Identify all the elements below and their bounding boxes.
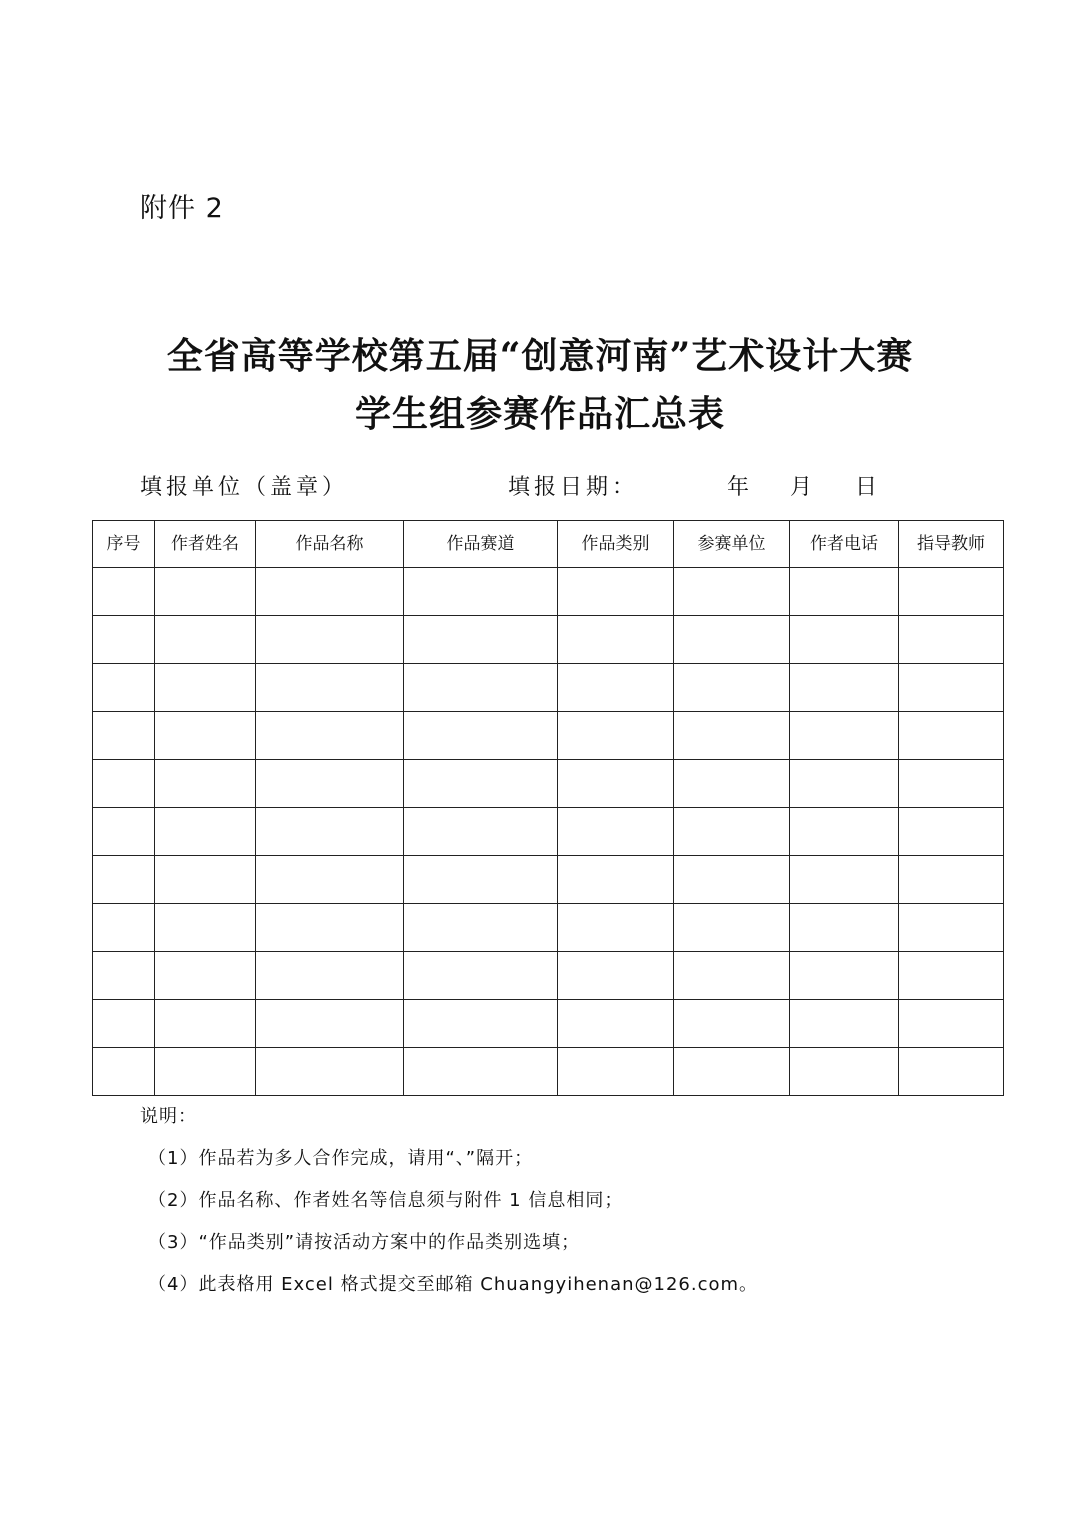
table-cell[interactable]	[558, 856, 674, 904]
table-cell[interactable]	[674, 808, 790, 856]
table-cell[interactable]	[404, 1048, 558, 1096]
table-cell[interactable]	[404, 904, 558, 952]
table-cell[interactable]	[256, 616, 404, 664]
table-cell[interactable]	[790, 712, 899, 760]
table-cell[interactable]	[558, 1000, 674, 1048]
table-row	[93, 760, 1004, 808]
table-cell[interactable]	[674, 1048, 790, 1096]
table-cell[interactable]	[899, 952, 1004, 1000]
table-cell[interactable]	[93, 856, 155, 904]
table-cell[interactable]	[256, 904, 404, 952]
table-cell[interactable]	[558, 664, 674, 712]
table-cell[interactable]	[899, 856, 1004, 904]
fill-year-label: 年	[727, 475, 754, 500]
table-cell[interactable]	[93, 664, 155, 712]
table-cell[interactable]	[674, 760, 790, 808]
column-header-work-track: 作品赛道	[404, 521, 558, 568]
table-cell[interactable]	[256, 568, 404, 616]
table-row	[93, 808, 1004, 856]
table-cell[interactable]	[899, 760, 1004, 808]
table-row	[93, 856, 1004, 904]
column-header-author-phone: 作者电话	[790, 521, 899, 568]
table-cell[interactable]	[256, 760, 404, 808]
document-title-line1: 全省高等学校第五届“创意河南”艺术设计大赛	[166, 335, 914, 377]
table-cell[interactable]	[155, 1000, 256, 1048]
table-row	[93, 1048, 1004, 1096]
fill-day-label: 日	[855, 475, 882, 500]
table-cell[interactable]	[674, 904, 790, 952]
table-cell[interactable]	[790, 616, 899, 664]
table-cell[interactable]	[155, 664, 256, 712]
table-row	[93, 1000, 1004, 1048]
table-cell[interactable]	[256, 664, 404, 712]
table-cell[interactable]	[404, 664, 558, 712]
table-cell[interactable]	[404, 568, 558, 616]
table-cell[interactable]	[155, 808, 256, 856]
table-header-row	[93, 521, 1004, 568]
summary-table	[92, 520, 1004, 1096]
table-cell[interactable]	[899, 712, 1004, 760]
fill-unit-label: 填报单位（盖章）	[140, 475, 349, 500]
table-cell[interactable]	[790, 856, 899, 904]
table-cell[interactable]	[404, 808, 558, 856]
table-row	[93, 952, 1004, 1000]
table-cell[interactable]	[674, 664, 790, 712]
note-item-3: （3）“作品类别”请按活动方案中的作品类别选填；	[148, 1232, 581, 1253]
table-cell[interactable]	[899, 1000, 1004, 1048]
table-row	[93, 712, 1004, 760]
table-row	[93, 568, 1004, 616]
table-cell[interactable]	[790, 1048, 899, 1096]
table-cell[interactable]	[790, 808, 899, 856]
note-item-2: （2）作品名称、作者姓名等信息须与附件 1 信息相同；	[148, 1190, 624, 1211]
table-cell[interactable]	[155, 616, 256, 664]
table-cell[interactable]	[899, 904, 1004, 952]
table-cell[interactable]	[558, 760, 674, 808]
notes-heading: 说明：	[140, 1106, 197, 1127]
note-item-1: （1）作品若为多人合作完成，请用“、”隔开；	[148, 1148, 534, 1169]
table-cell[interactable]	[558, 952, 674, 1000]
table-cell[interactable]	[558, 616, 674, 664]
column-header-entry-unit: 参赛单位	[674, 521, 790, 568]
note-item-4: （4）此表格用 Excel 格式提交至邮箱 Chuangyihenan@126.com。	[148, 1274, 759, 1295]
table-cell[interactable]	[404, 712, 558, 760]
table-cell[interactable]	[93, 760, 155, 808]
table-cell[interactable]	[790, 952, 899, 1000]
table-cell[interactable]	[790, 904, 899, 952]
table-cell[interactable]	[899, 568, 1004, 616]
table-cell[interactable]	[404, 1000, 558, 1048]
table-cell[interactable]	[790, 568, 899, 616]
table-cell[interactable]	[256, 1000, 404, 1048]
table-cell[interactable]	[155, 760, 256, 808]
table-cell[interactable]	[256, 856, 404, 904]
table-cell[interactable]	[899, 808, 1004, 856]
table-cell[interactable]	[155, 904, 256, 952]
column-header-serial: 序号	[93, 521, 155, 568]
table-cell[interactable]	[93, 616, 155, 664]
table-row	[93, 616, 1004, 664]
table-cell[interactable]	[899, 1048, 1004, 1096]
table-cell[interactable]	[93, 712, 155, 760]
table-cell[interactable]	[558, 712, 674, 760]
table-cell[interactable]	[404, 856, 558, 904]
table-cell[interactable]	[404, 616, 558, 664]
table-cell[interactable]	[790, 760, 899, 808]
table-cell[interactable]	[93, 808, 155, 856]
attachment-label: 附件 2	[140, 193, 224, 224]
table-cell[interactable]	[93, 904, 155, 952]
table-cell[interactable]	[256, 712, 404, 760]
table-row	[93, 904, 1004, 952]
table-cell[interactable]	[155, 856, 256, 904]
table-cell[interactable]	[674, 568, 790, 616]
table-cell[interactable]	[674, 712, 790, 760]
table-cell[interactable]	[558, 904, 674, 952]
table-cell[interactable]	[256, 1048, 404, 1096]
table-cell[interactable]	[899, 616, 1004, 664]
column-header-author-name: 作者姓名	[155, 521, 256, 568]
table-cell[interactable]	[93, 568, 155, 616]
table-cell[interactable]	[256, 952, 404, 1000]
table-cell[interactable]	[155, 712, 256, 760]
table-cell[interactable]	[93, 1000, 155, 1048]
table-cell[interactable]	[790, 664, 899, 712]
table-cell[interactable]	[404, 760, 558, 808]
fill-date-label: 填报日期：	[508, 475, 639, 500]
column-header-instructor: 指导教师	[899, 521, 1004, 568]
table-cell[interactable]	[790, 1000, 899, 1048]
column-header-work-category: 作品类别	[558, 521, 674, 568]
table-cell[interactable]	[155, 952, 256, 1000]
table-cell[interactable]	[93, 1048, 155, 1096]
table-row	[93, 664, 1004, 712]
table-cell[interactable]	[93, 952, 155, 1000]
table-cell[interactable]	[674, 1000, 790, 1048]
column-header-work-title: 作品名称	[256, 521, 404, 568]
table-cell[interactable]	[404, 952, 558, 1000]
document-title-line2: 学生组参赛作品汇总表	[354, 393, 725, 435]
table-cell[interactable]	[674, 616, 790, 664]
notes-section	[140, 1102, 758, 1316]
table-cell[interactable]	[155, 1048, 256, 1096]
table-cell[interactable]	[155, 568, 256, 616]
table-cell[interactable]	[899, 664, 1004, 712]
table-body	[93, 568, 1004, 1096]
table-cell[interactable]	[674, 952, 790, 1000]
table-cell[interactable]	[256, 808, 404, 856]
table-cell[interactable]	[558, 568, 674, 616]
table-cell[interactable]	[674, 856, 790, 904]
table-cell[interactable]	[558, 1048, 674, 1096]
fill-month-label: 月	[790, 475, 817, 500]
table-cell[interactable]	[558, 808, 674, 856]
